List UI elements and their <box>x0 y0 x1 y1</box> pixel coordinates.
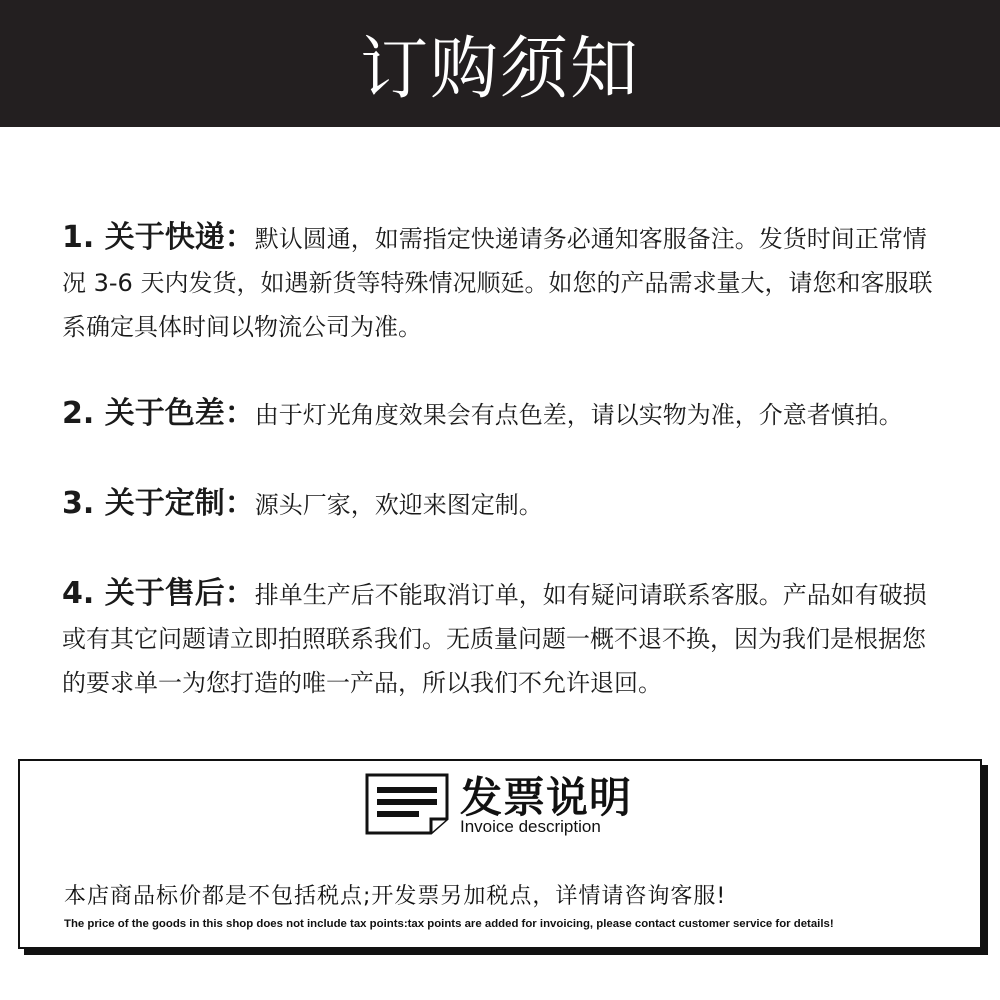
section-heading: 2. 关于色差： <box>62 396 255 431</box>
section-heading: 1. 关于快递： <box>62 220 255 255</box>
section-text: 默认圆通，如需指定快递请务必通知客服备注。发货时间正常情况 3-6 天内发货，如遇新货等特殊情况顺延。如您的产品需求量大，请您和客服联系确定具体时间以物流公司为准。 <box>62 225 933 341</box>
header-bar <box>0 0 1000 127</box>
notice-section-aftersales <box>62 572 942 705</box>
invoice-title: 发票说明 <box>460 773 633 822</box>
section-text: 由于灯光角度效果会有点色差，请以实物为准，介意者慎拍。 <box>254 401 903 429</box>
section-heading: 3. 关于定制： <box>62 486 255 521</box>
page-title: 订购须知 <box>359 30 640 109</box>
invoice-box <box>18 759 982 949</box>
notice-section-custom <box>62 482 942 527</box>
section-text: 源头厂家，欢迎来图定制。 <box>254 491 543 519</box>
notice-section-shipping <box>62 216 942 349</box>
invoice-notice-cn: 本店商品标价都是不包括税点;开发票另加税点，详情请咨询客服! <box>64 884 727 909</box>
invoice-notice-en: The price of the goods in this shop does not include tax points:tax points are added for invoicing, please contact customer service for details! <box>64 918 834 930</box>
document-icon <box>365 773 449 835</box>
notice-section-color <box>62 392 942 437</box>
section-text: 排单生产后不能取消订单，如有疑问请联系客服。产品如有破损或有其它问题请立即拍照联系我们。无质量问题一概不退不换，因为我们是根据您的要求单一为您打造的唯一产品，所以我们不允许退回。 <box>62 581 927 697</box>
invoice-subtitle: Invoice description <box>460 817 601 836</box>
section-heading: 4. 关于售后： <box>62 576 255 611</box>
